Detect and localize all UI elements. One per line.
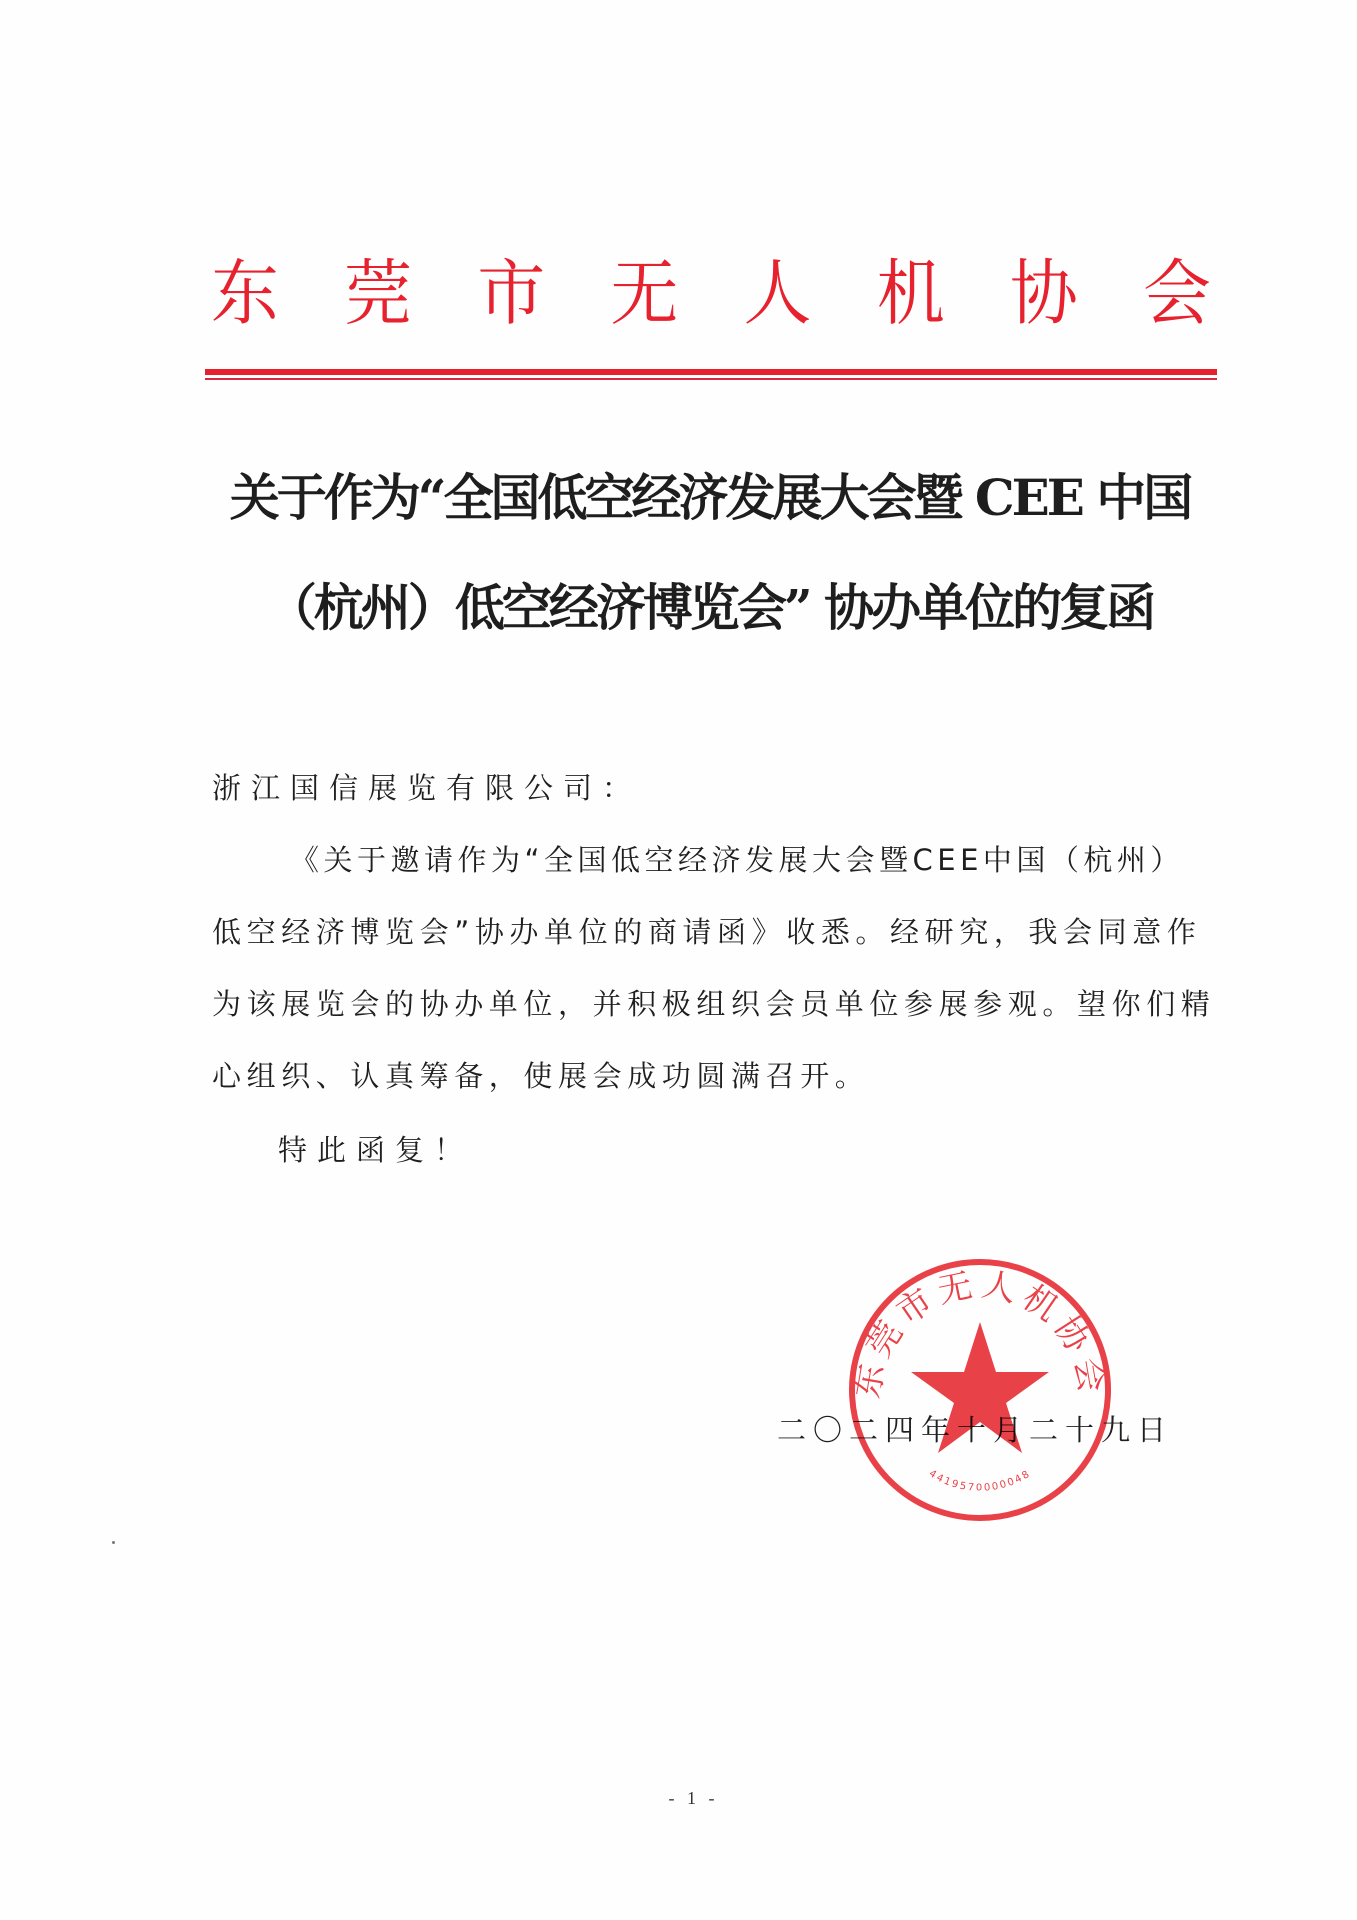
seal-text: 东莞市无人机协会 — [847, 1264, 1113, 1402]
paragraph-line: 低空经济博览会”协办单位的商请函》收悉。经研究，我会同意作 — [212, 915, 1202, 949]
seal-number: 4419570000048 — [926, 1468, 1034, 1494]
letterhead — [205, 250, 1217, 340]
signature-date: 二〇二四年十月二十九日 — [777, 1413, 1174, 1447]
paragraph-line: 为该展览会的协办单位，并积极组织会员单位参展参观。望你们精 — [212, 987, 1216, 1021]
salutation: 浙江国信展览有限公司： — [212, 771, 642, 805]
letterhead-char: 莞 — [344, 253, 413, 336]
letterhead-char: 无 — [610, 253, 679, 336]
document-title-line-2: （杭州）低空经济博览会” 协办单位的复函 — [266, 578, 1154, 637]
paragraph-line: 心组织、认真筹备，使展会成功圆满召开。 — [212, 1059, 870, 1093]
scan-speck — [112, 1541, 115, 1544]
official-seal — [846, 1256, 1114, 1524]
document-title-line-1: 关于作为“全国低空经济发展大会暨 CEE 中国 — [229, 468, 1191, 527]
letterhead-char: 协 — [1009, 253, 1078, 336]
letterhead-char: 人 — [743, 253, 812, 336]
letterhead-char: 东 — [210, 253, 279, 336]
letterhead-divider-thin — [205, 378, 1217, 380]
letterhead-divider-thick — [205, 369, 1217, 375]
letterhead-char: 市 — [477, 253, 546, 336]
letterhead-char: 机 — [876, 253, 945, 336]
paragraph-line: 《关于邀请作为“全国低空经济发展大会暨CEE中国（杭州） — [290, 843, 1184, 877]
letterhead-char: 会 — [1142, 253, 1211, 336]
closing-remark: 特此函复！ — [278, 1133, 474, 1167]
page-number: - 1 - — [668, 1788, 719, 1808]
star-icon — [911, 1322, 1049, 1453]
